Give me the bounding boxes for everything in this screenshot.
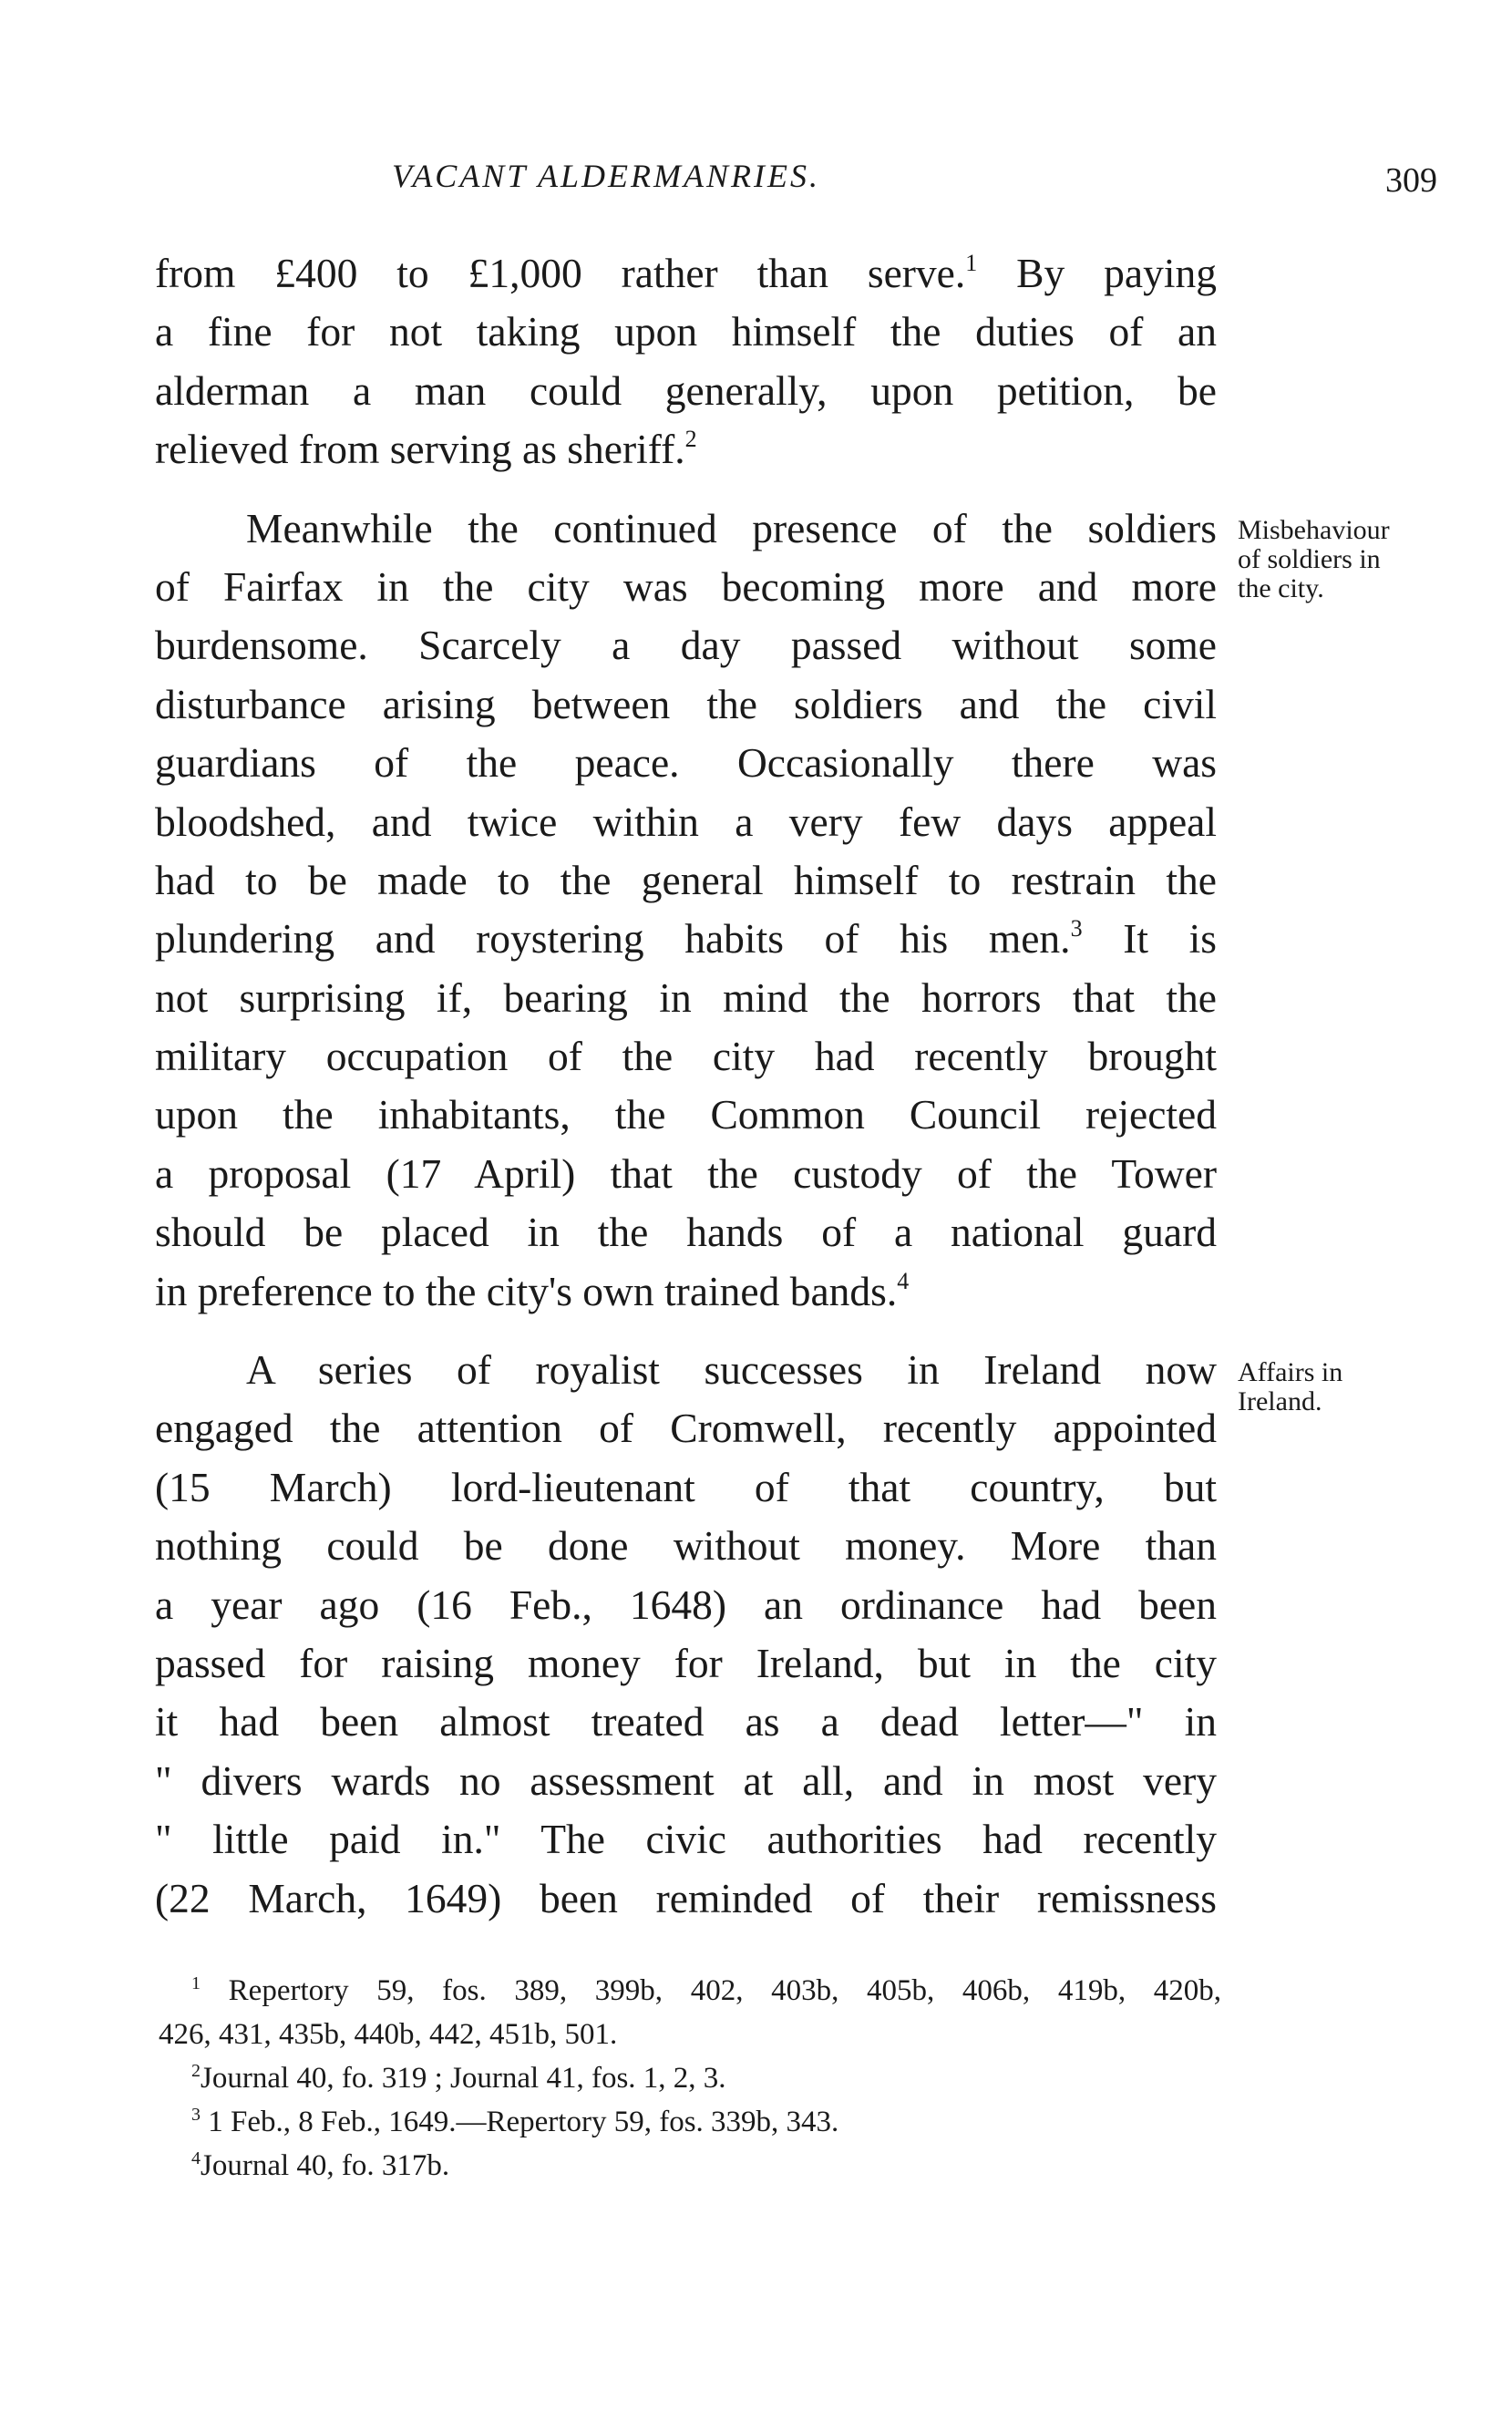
footnote-3 — [191, 2100, 1221, 2144]
text-line: not surprising if, bearing in mind the horrors that the — [155, 973, 1217, 1021]
footnotes — [159, 1969, 1221, 2188]
footnote-mark: 1 — [191, 1973, 201, 1993]
text-line: engaged the attention of Cromwell, recently appointed — [155, 1405, 1217, 1452]
text-line: of Fairfax in the city was becoming more and more — [155, 562, 1217, 610]
margin-note-line: Misbehaviour — [1238, 515, 1390, 545]
text-line: nothing could be done without money. More than — [155, 1522, 1217, 1570]
footnote-line: $^3$ 1 Feb., 8 Feb., 1649.—Repertory 59, fos. 339b, 343. — [191, 2105, 839, 2138]
footnote-line: $^4$Journal 40, fo. 317b. — [191, 2148, 450, 2182]
footnote-ref: 3 — [1070, 915, 1083, 942]
text-line: (22 March, 1649) been reminded of their remissness — [155, 1874, 1217, 1921]
margin-note-misbehaviour — [1238, 516, 1484, 603]
text-line: Meanwhile the continued presence of the soldiers — [246, 504, 1217, 551]
footnote-mark: 4 — [191, 2148, 201, 2168]
text-line: upon the inhabitants, the Common Council rejected — [155, 1091, 1217, 1138]
footnote-2 — [191, 2056, 1221, 2100]
footnote-line: $^2$Journal 40, fo. 319 ; Journal 41, fos. 1, 2, 3. — [191, 2061, 726, 2095]
margin-note-ireland — [1238, 1358, 1484, 1416]
footnote-ref: 2 — [684, 426, 697, 453]
footnote-1 — [159, 1969, 1221, 2056]
footnote-mark: 2 — [191, 2061, 201, 2081]
margin-note-line: of soldiers in — [1238, 544, 1381, 574]
text-line: should be placed in the hands of a national guard — [155, 1209, 1217, 1256]
text-line: alderman a man could generally, upon petition, be — [155, 366, 1217, 414]
text-line: had to be made to the general himself to restrain the — [155, 856, 1217, 903]
text-line: a proposal (17 April) that the custody of the Tower — [155, 1149, 1217, 1197]
margin-note-line: Ireland. — [1238, 1386, 1322, 1416]
footnote-line: $^1$ Repertory 59, fos. 389, 399b, 402, 403b, 405b, 406b, 419b, 420b, — [191, 1973, 1221, 2007]
margin-note-line: the city. — [1238, 573, 1324, 603]
text-line: it had been almost treated as a dead letter—" in — [155, 1698, 1217, 1746]
text-line: plundering and roystering habits of his men.$^3$ It is — [155, 915, 1217, 963]
text-line: a fine for not taking upon himself the duties of an — [155, 308, 1217, 355]
footnote-mark: 3 — [191, 2105, 201, 2125]
paragraph-2 — [155, 500, 1217, 1321]
text-line: guardians of the peace. Occasionally there was — [155, 739, 1217, 787]
footnote-4 — [191, 2144, 1221, 2188]
text-line: burdensome. Scarcely a day passed without some — [155, 622, 1217, 669]
text-line: passed for raising money for Ireland, but in the city — [155, 1639, 1217, 1686]
page-number: 309 — [1385, 161, 1437, 200]
running-head: VACANT ALDERMANRIES. — [392, 158, 820, 194]
text-line: from £400 to £1,000 rather than serve.$^1$ By paying — [155, 250, 1218, 296]
text-line: (15 March) lord-lieutenant of that country, but — [155, 1463, 1217, 1510]
text-line: bloodshed, and twice within a very few days appeal — [155, 798, 1217, 845]
text-line: a year ago (16 Feb., 1648) an ordinance had been — [155, 1581, 1217, 1628]
text-line: in preference to the city's own trained bands.$^4$ — [155, 1267, 910, 1314]
main-text — [155, 244, 1217, 1928]
margin-note-line: Affairs in — [1238, 1357, 1343, 1387]
footnote-line: 426, 431, 435b, 440b, 442, 451b, 501. — [159, 2018, 618, 2051]
text-line: relieved from serving as sheriff.$^2$ — [155, 426, 697, 473]
text-line: " divers wards no assessment at all, and in most very — [155, 1756, 1217, 1804]
footnote-ref: 1 — [965, 250, 978, 276]
text-line: military occupation of the city had recently brought — [155, 1033, 1217, 1080]
text-line: " little paid in." The civic authorities had recently — [155, 1816, 1217, 1863]
paragraph-1 — [155, 244, 1217, 479]
text-line: A series of royalist successes in Ireland now — [246, 1346, 1217, 1394]
paragraph-3 — [155, 1341, 1217, 1928]
text-line: disturbance arising between the soldiers and the civil — [155, 680, 1217, 727]
footnote-ref: 4 — [897, 1267, 910, 1294]
